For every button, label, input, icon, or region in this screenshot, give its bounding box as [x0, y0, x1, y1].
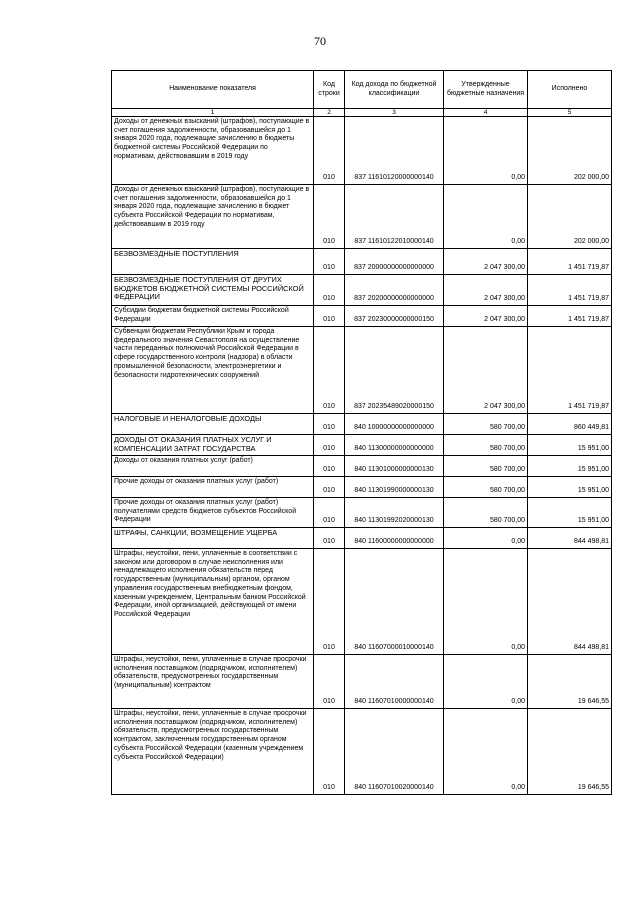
row-budget-code: 840 11607010020000140 — [345, 709, 444, 795]
row-budget-code: 837 20200000000000000 — [345, 275, 444, 306]
row-name: ШТРАФЫ, САНКЦИИ, ВОЗМЕЩЕНИЕ УЩЕРБА — [112, 528, 314, 549]
table-row — [112, 549, 612, 655]
row-budget-code: 840 11301990000000130 — [345, 477, 444, 498]
column-number: 5 — [528, 109, 612, 117]
column-number: 4 — [444, 109, 528, 117]
table-row — [112, 456, 612, 477]
row-approved: 0,00 — [444, 528, 528, 549]
table-row — [112, 185, 612, 249]
row-line-code: 010 — [314, 456, 345, 477]
row-approved: 2 047 300,00 — [444, 275, 528, 306]
row-budget-code: 837 11610120000000140 — [345, 117, 444, 185]
row-budget-code: 837 20000000000000000 — [345, 249, 444, 275]
row-approved: 0,00 — [444, 709, 528, 795]
row-executed: 844 498,81 — [528, 549, 612, 655]
row-budget-code: 837 11610122010000140 — [345, 185, 444, 249]
row-approved: 2 047 300,00 — [444, 249, 528, 275]
row-budget-code: 840 11301992020000130 — [345, 498, 444, 528]
row-budget-code: 840 11607010000000140 — [345, 655, 444, 709]
row-budget-code: 837 20235489020000150 — [345, 327, 444, 414]
row-executed: 19 646,55 — [528, 655, 612, 709]
row-executed: 860 449,81 — [528, 414, 612, 435]
row-executed: 15 951,00 — [528, 477, 612, 498]
row-executed: 202 000,00 — [528, 117, 612, 185]
table-row — [112, 306, 612, 327]
table-row — [112, 655, 612, 709]
column-number: 2 — [314, 109, 345, 117]
page-number: 70 — [314, 34, 326, 48]
row-approved: 580 700,00 — [444, 435, 528, 456]
column-number-row — [112, 109, 612, 117]
row-name: БЕЗВОЗМЕЗДНЫЕ ПОСТУПЛЕНИЯ ОТ ДРУГИХ БЮДЖЕТОВ БЮДЖЕТНОЙ СИСТЕМЫ РОССИЙСКОЙ ФЕДЕРАЦИИ — [112, 275, 314, 306]
row-approved: 0,00 — [444, 655, 528, 709]
table-body — [112, 117, 612, 795]
row-name: НАЛОГОВЫЕ И НЕНАЛОГОВЫЕ ДОХОДЫ — [112, 414, 314, 435]
row-budget-code: 840 11600000000000000 — [345, 528, 444, 549]
row-executed: 1 451 719,87 — [528, 249, 612, 275]
row-budget-code: 840 11300000000000000 — [345, 435, 444, 456]
row-line-code: 010 — [314, 414, 345, 435]
row-budget-code: 840 11607000010000140 — [345, 549, 444, 655]
row-approved: 580 700,00 — [444, 477, 528, 498]
row-budget-code: 840 11301000000000130 — [345, 456, 444, 477]
header-line-code: Код строки — [314, 71, 345, 109]
row-line-code: 010 — [314, 275, 345, 306]
row-name: Доходы от денежных взысканий (штрафов), поступающие в счет погашения задолженности, образовавшейся до 1 января 2020 года, подлежащие зачислению в бюджет субъекта Российской Федерации по нормативам, действовавшим в 2019 году — [112, 185, 314, 249]
row-name: Субсидии бюджетам бюджетной системы Российской Федерации — [112, 306, 314, 327]
row-line-code: 010 — [314, 117, 345, 185]
row-executed: 15 951,00 — [528, 456, 612, 477]
row-executed: 15 951,00 — [528, 435, 612, 456]
row-approved: 0,00 — [444, 117, 528, 185]
row-executed: 1 451 719,87 — [528, 275, 612, 306]
row-approved: 580 700,00 — [444, 456, 528, 477]
header-executed: Исполнено — [528, 71, 612, 109]
table-row — [112, 477, 612, 498]
row-name: Доходы от оказания платных услуг (работ) — [112, 456, 314, 477]
row-name: ДОХОДЫ ОТ ОКАЗАНИЯ ПЛАТНЫХ УСЛУГ И КОМПЕНСАЦИИ ЗАТРАТ ГОСУДАРСТВА — [112, 435, 314, 456]
row-approved: 2 047 300,00 — [444, 306, 528, 327]
row-line-code: 010 — [314, 185, 345, 249]
row-name: БЕЗВОЗМЕЗДНЫЕ ПОСТУПЛЕНИЯ — [112, 249, 314, 275]
table-row — [112, 498, 612, 528]
row-line-code: 010 — [314, 709, 345, 795]
row-line-code: 010 — [314, 528, 345, 549]
row-executed: 19 646,55 — [528, 709, 612, 795]
row-name: Доходы от денежных взысканий (штрафов), поступающие в счет погашения задолженности, образовавшейся до 1 января 2020 года, подлежащие зачислению в бюджеты бюджетной системы Российской Федерации по нормативам, действовавшим в 2019 году — [112, 117, 314, 185]
table-row — [112, 414, 612, 435]
row-name: Субвенции бюджетам Республики Крым и города федерального значения Севастополя на осуществление части переданных полномочий Российской Федерации в сфере государственного контроля (надзора) в области промышленной безопасности, электроэнергетики и безопасности гидротехнических сооружений — [112, 327, 314, 414]
row-approved: 580 700,00 — [444, 498, 528, 528]
row-line-code: 010 — [314, 655, 345, 709]
header-row — [112, 71, 612, 109]
header-approved: Утвержденные бюджетные назначения — [444, 71, 528, 109]
row-name: Штрафы, неустойки, пени, уплаченные в случае просрочки исполнения поставщиком (подрядчиком, исполнителем) обязательств, предусмотренных государственным контрактом, заключенным государственным органом субъекта Российской Федерации (казенным учреждением субъекта Российской Федерации) — [112, 709, 314, 795]
row-approved: 0,00 — [444, 549, 528, 655]
row-line-code: 010 — [314, 498, 345, 528]
row-line-code: 010 — [314, 327, 345, 414]
row-line-code: 010 — [314, 549, 345, 655]
row-executed: 1 451 719,87 — [528, 327, 612, 414]
table-row — [112, 709, 612, 795]
table-row — [112, 275, 612, 306]
row-name: Прочие доходы от оказания платных услуг (работ) — [112, 477, 314, 498]
header-indicator-name: Наименование показателя — [112, 71, 314, 109]
row-executed: 202 000,00 — [528, 185, 612, 249]
row-executed: 15 951,00 — [528, 498, 612, 528]
column-number: 1 — [112, 109, 314, 117]
revenue-table — [111, 70, 612, 795]
row-approved: 580 700,00 — [444, 414, 528, 435]
row-budget-code: 837 20230000000000150 — [345, 306, 444, 327]
table-row — [112, 249, 612, 275]
row-name: Штрафы, неустойки, пени, уплаченные в случае просрочки исполнения поставщиком (подрядчиком, исполнителем) обязательств, предусмотренных государственным (муниципальным) контрактом — [112, 655, 314, 709]
table-row — [112, 117, 612, 185]
row-line-code: 010 — [314, 249, 345, 275]
column-number: 3 — [345, 109, 444, 117]
row-name: Штрафы, неустойки, пени, уплаченные в соответствии с законом или договором в случае неисполнения или ненадлежащего исполнения обязательств перед государственным (муниципальным) органом, органом управления государственным внебюджетным фондом, казенным учреждением, Центральным банком Российской Федерации, иной организацией, действующей от имени Российской Федерации — [112, 549, 314, 655]
row-approved: 0,00 — [444, 185, 528, 249]
row-executed: 844 498,81 — [528, 528, 612, 549]
table-row — [112, 435, 612, 456]
row-line-code: 010 — [314, 435, 345, 456]
header-budget-code: Код дохода по бюджетной классификации — [345, 71, 444, 109]
row-approved: 2 047 300,00 — [444, 327, 528, 414]
table-row — [112, 528, 612, 549]
row-budget-code: 840 10000000000000000 — [345, 414, 444, 435]
row-line-code: 010 — [314, 477, 345, 498]
table-row — [112, 327, 612, 414]
row-name: Прочие доходы от оказания платных услуг (работ) получателями средств бюджетов субъектов Российской Федерации — [112, 498, 314, 528]
row-line-code: 010 — [314, 306, 345, 327]
row-executed: 1 451 719,87 — [528, 306, 612, 327]
